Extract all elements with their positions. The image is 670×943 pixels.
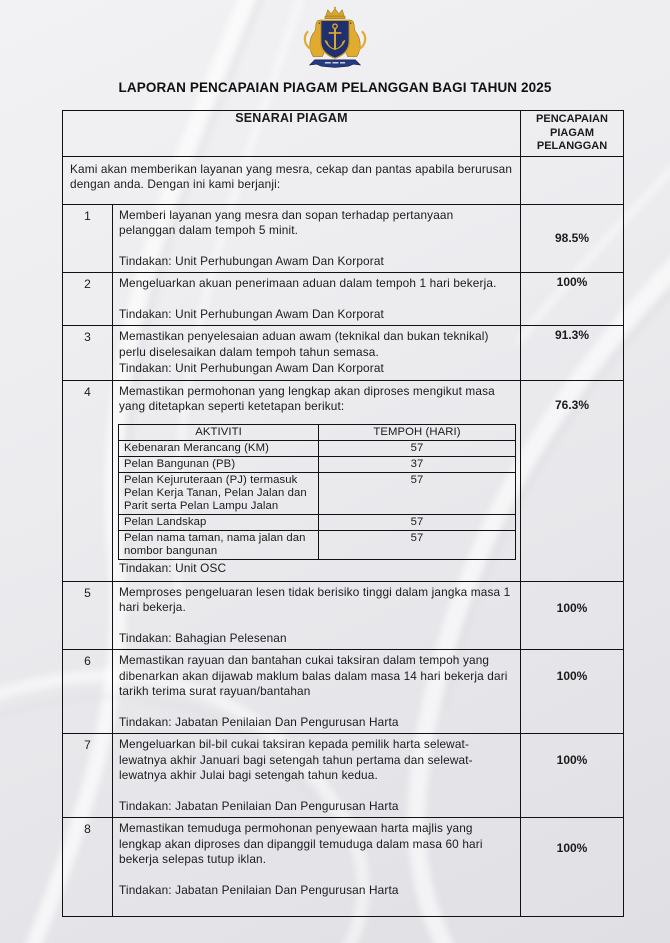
row-number: 8 <box>63 818 113 917</box>
inner-table-row <box>119 472 516 514</box>
row-description: Mengeluarkan bil-bil cukai taksiran kepada pemilik harta selewat-lewatnya akhir Januari bagi setengah tahun pertama dan selewat-lewatnya akhir Julai bagi setengah tahun kedua. <box>119 737 473 782</box>
activity-name: Pelan nama taman, nama jalan dan nombor bangunan <box>119 530 319 559</box>
table-row <box>63 204 624 273</box>
row-description-cell <box>113 380 521 581</box>
activity-name: Pelan Kejuruteraan (PJ) termasuk Pelan Kerja Tanan, Pelan Jalan dan Parit serta Pelan Lampu Jalan <box>119 472 319 514</box>
shield-icon <box>321 20 350 58</box>
council-crest-logo <box>292 6 378 70</box>
row-achievement-cell <box>521 204 624 273</box>
inner-table-row <box>119 530 516 559</box>
achievement-value: 100% <box>556 669 588 683</box>
row-achievement-cell <box>521 818 624 917</box>
achievement-value: 76.3% <box>554 397 590 412</box>
row-description: Mengeluarkan akuan penerimaan aduan dalam tempoh 1 hari bekerja. <box>119 276 497 290</box>
achievement-value: 100% <box>556 600 588 615</box>
row-achievement-cell <box>521 650 624 734</box>
row-description: Memastikan rayuan dan bantahan cukai taksiran dalam tempoh yang dibenarkan akan dijawab maklum balas dalam masa 14 hari bekerja dari tarikh terima surat rayuan/bantahan <box>119 653 508 698</box>
activity-duration-table <box>118 424 516 560</box>
row-achievement-cell <box>521 581 624 650</box>
row-action: Tindakan: Unit Perhubungan Awam Dan Korporat <box>119 253 384 268</box>
inner-table-row <box>119 440 516 456</box>
charter-table <box>62 110 624 917</box>
row-description-cell <box>113 650 521 734</box>
row-action: Tindakan: Unit Perhubungan Awam Dan Korporat <box>119 361 384 375</box>
table-row <box>63 326 624 381</box>
row-achievement-cell <box>521 273 624 326</box>
activity-name: Pelan Landskap <box>119 514 319 530</box>
row-description-cell <box>113 273 521 326</box>
achievement-value: 91.3% <box>554 328 590 342</box>
row-action: Tindakan: Bahagian Pelesenan <box>119 630 287 645</box>
row-description-cell <box>113 204 521 273</box>
achievement-value: 100% <box>556 753 588 767</box>
inner-table-row <box>119 514 516 530</box>
achievement-value: 100% <box>556 841 588 855</box>
row-action: Tindakan: Unit Perhubungan Awam Dan Korporat <box>119 306 384 321</box>
row-achievement-cell <box>521 380 624 581</box>
table-header-row <box>63 111 624 157</box>
activity-name: Kebenaran Merancang (KM) <box>119 440 319 456</box>
row-number: 1 <box>63 204 113 273</box>
crown-icon <box>325 7 345 19</box>
row-achievement-cell <box>521 326 624 381</box>
activity-duration: 57 <box>319 440 516 456</box>
row-description-cell <box>113 581 521 650</box>
row-number: 7 <box>63 734 113 818</box>
row-action: Tindakan: Unit OSC <box>119 560 227 575</box>
row-number: 2 <box>63 273 113 326</box>
row-description-cell <box>113 734 521 818</box>
row-description: Memproses pengeluaran lesen tidak berisiko tinggi dalam jangka masa 1 hari bekerja. <box>119 584 511 614</box>
page-title: LAPORAN PENCAPAIAN PIAGAM PELANGGAN BAGI TAHUN 2025 <box>118 80 552 95</box>
row-description: Memastikan permohonan yang lengkap akan diproses mengikut masa yang ditetapkan seperti ketetapan berikut: <box>119 383 495 413</box>
column-header-pencapaian: PENCAPAIAN PIAGAM PELANGGAN <box>521 111 624 157</box>
table-row <box>63 581 624 650</box>
table-row <box>63 818 624 917</box>
row-description: Memberi layanan yang mesra dan sopan terhadap pertanyaan pelanggan dalam tempoh 5 minit. <box>119 207 454 237</box>
intro-row <box>63 156 624 204</box>
intro-pct-empty-cell <box>521 156 624 204</box>
activity-duration: 57 <box>319 514 516 530</box>
column-header-senarai: SENARAI PIAGAM <box>63 111 521 157</box>
table-row <box>63 380 624 581</box>
row-description-cell <box>113 818 521 917</box>
achievement-value: 100% <box>556 275 588 289</box>
table-row <box>63 734 624 818</box>
activity-duration: 57 <box>319 530 516 559</box>
row-description: Memastikan temuduga permohonan penyewaan harta majlis yang lengkap akan diproses dan dipanggil temuduga dalam masa 60 hari bekerja selepas tutup iklan. <box>119 821 483 866</box>
inner-table-row <box>119 456 516 472</box>
table-row <box>63 650 624 734</box>
activity-duration: 37 <box>319 456 516 472</box>
activity-duration: 57 <box>319 472 516 514</box>
row-description: Memastikan penyelesaian aduan awam (teknikal dan bukan teknikal) perlu diselesaikan dalam tempoh tahun semasa. <box>119 329 489 359</box>
achievement-value: 98.5% <box>554 230 590 245</box>
inner-column-header-aktiviti: AKTIVITI <box>119 424 319 440</box>
table-row <box>63 273 624 326</box>
row-achievement-cell <box>521 734 624 818</box>
row-number: 5 <box>63 581 113 650</box>
inner-header-row <box>119 424 516 440</box>
row-action: Tindakan: Jabatan Penilaian Dan Pengurusan Harta <box>119 798 399 813</box>
row-description-cell <box>113 326 521 381</box>
inner-column-header-tempoh: TEMPOH (HARI) <box>319 424 516 440</box>
row-number: 6 <box>63 650 113 734</box>
row-number: 3 <box>63 326 113 381</box>
intro-text: Kami akan memberikan layanan yang mesra, cekap dan pantas apabila berurusan dengan anda. Dengan ini kami berjanji: <box>63 156 521 204</box>
row-action: Tindakan: Jabatan Penilaian Dan Pengurusan Harta <box>119 714 399 729</box>
row-number: 4 <box>63 380 113 581</box>
row-action: Tindakan: Jabatan Penilaian Dan Pengurusan Harta <box>119 882 399 897</box>
activity-name: Pelan Bangunan (PB) <box>119 456 319 472</box>
motto-ribbon <box>310 60 361 68</box>
